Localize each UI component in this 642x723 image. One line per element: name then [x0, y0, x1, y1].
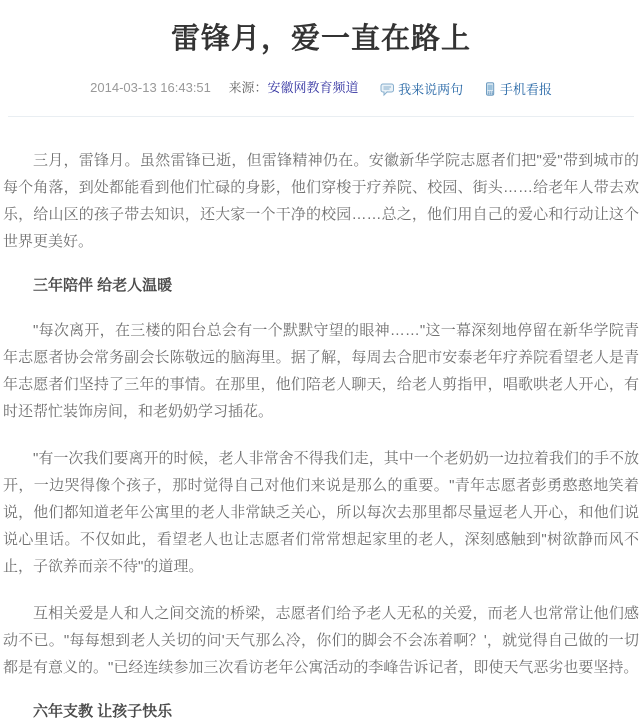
paragraph-volunteer-story: "有一次我们要离开的时候，老人非常舍不得我们走，其中一个老奶奶一边拉着我们的手不放开，一边哭得像个孩子，那时觉得自己对他们来说是那么的重要。"青年志愿者彭勇憨憨地笑着说，他们都知道老年公寓里的老人非常缺乏关心，所以每次去那里都尽量逗老人开心，和他们说说心里话。不仅如此，看望老人也让志愿者们常常想起家里的老人，深刻感触到"树欲静而风不止，子欲养而亲不待"的道理。: [3, 450, 639, 576]
header-divider: [8, 116, 634, 117]
article-meta: [0, 77, 642, 98]
publish-datetime: 2014-03-13 16:43:51: [90, 80, 211, 95]
article-body: [0, 147, 642, 723]
source-link[interactable]: 安徽网教育频道: [267, 80, 359, 95]
mobile-news-link-label: 手机看报: [499, 82, 552, 98]
paragraph-mutual-care: 互相关爱是人和人之间交流的桥梁，志愿者们给予老人无私的关爱，而老人也常常让他们感动不已。"每每想到老人关切的问'天气那么冷，你们的脚会不会冻着啊？'，就觉得自己做的一切都是有意义的。"已经连续参加三次看访老年公寓活动的李峰告诉记者，即使天气恶劣也要坚持。: [3, 605, 639, 677]
article-page: [0, 16, 642, 721]
mobile-phone-icon: [483, 82, 497, 96]
section-heading-teaching: 六年支教 让孩子快乐: [33, 703, 173, 721]
section-heading-companionship: 三年陪伴 给老人温暖: [33, 277, 173, 295]
paragraph-nursing-home: "每次离开，在三楼的阳台总会有一个默默守望的眼神……"这一幕深刻地停留在新华学院青年志愿者协会常务副会长陈敬远的脑海里。据了解，每周去合肥市安泰老年疗养院看望老人是青年志愿者们坚持了三年的事情。在那里，他们陪老人聊天，给老人剪指甲，唱歌哄老人开心，有时还帮忙装饰房间，和老奶奶学习插花。: [3, 322, 639, 421]
source-label: 来源：: [228, 80, 268, 95]
comment-bubble-icon: [380, 82, 395, 96]
page-title: 雷锋月，爱一直在路上: [170, 23, 471, 55]
comment-link[interactable]: [380, 79, 463, 98]
comment-link-label: 我来说两句: [398, 82, 464, 98]
paragraph-intro: 三月，雷锋月。虽然雷锋已逝，但雷锋精神仍在。安徽新华学院志愿者们把"爱"带到城市的每个角落，到处都能看到他们忙碌的身影，他们穿梭于疗养院、校园、街头……给老年人带去欢乐，给山区的孩子带去知识，还大家一个干净的校园……总之，他们用自己的爱心和行动让这个世界更美好。: [3, 152, 639, 251]
mobile-news-link[interactable]: [483, 79, 552, 98]
